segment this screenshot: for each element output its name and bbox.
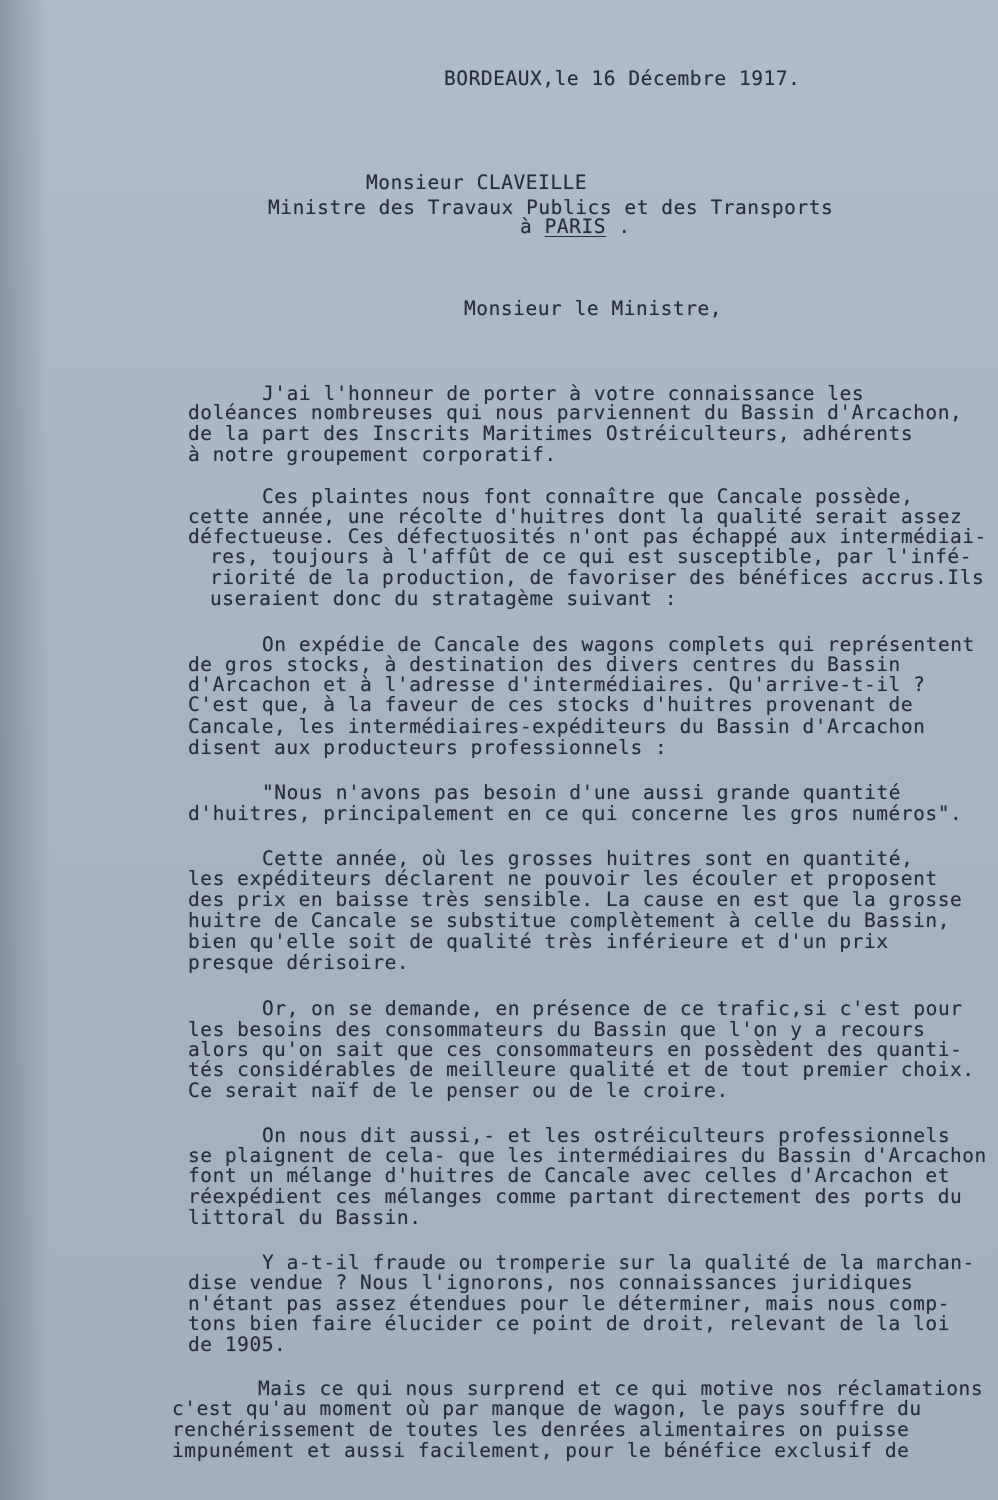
body-line: disent aux producteurs professionnels :	[188, 736, 668, 759]
body-line: des prix en baisse très sensible. La cause en est que la grosse	[188, 888, 963, 911]
body-line: les expéditeurs déclarent ne pouvoir les écouler et proposent	[188, 867, 938, 890]
body-line: tés considérables de meilleure qualité et de tout premier choix.	[188, 1058, 975, 1081]
body-line: Mais ce qui nous surprend et ce qui motive nos réclamations	[258, 1377, 984, 1400]
body-line: doléances nombreuses qui nous parviennent du Bassin d'Arcachon,	[188, 401, 963, 424]
body-line: presque dérisoire.	[188, 951, 410, 974]
body-line: dise vendue ? Nous l'ignorons, nos connaissances juridiques	[188, 1271, 914, 1294]
body-line: renchérissement de toutes les denrées alimentaires on puisse	[172, 1418, 910, 1441]
salutation: Monsieur le Ministre,	[464, 297, 723, 320]
body-line: Y a-t-il fraude ou tromperie sur la qualité de la marchan-	[262, 1251, 975, 1274]
body-line: huitre de Cancale se substitue complètement à celle du Bassin,	[188, 909, 950, 932]
body-line: n'étant pas assez étendues pour le déterminer, mais nous comp-	[188, 1292, 950, 1315]
recipient-city: PARIS	[544, 215, 607, 238]
body-line: Or, on se demande, en présence de ce trafic,si c'est pour	[262, 997, 963, 1020]
body-line: riorité de la production, de favoriser des bénéfices accrus.Ils	[210, 566, 985, 589]
recipient-title: Ministre des Travaux Publics et des Transports	[268, 196, 834, 219]
recipient-location-prefix: à	[520, 215, 545, 238]
body-line: c'est qu'au moment où par manque de wagon, le pays souffre du	[172, 1397, 922, 1420]
body-line: On nous dit aussi,- et les ostréiculteurs professionnels	[262, 1124, 951, 1147]
body-line: useraient donc du stratagème suivant :	[210, 587, 678, 610]
body-line: Ces plaintes nous font connaître que Cancale possède,	[262, 485, 914, 508]
body-line: à notre groupement corporatif.	[188, 443, 557, 466]
body-line: impunément et aussi facilement, pour le bénéfice exclusif de	[172, 1439, 910, 1462]
body-line: tons bien faire élucider ce point de droit, relevant de la loi	[188, 1312, 950, 1335]
body-line: se plaignent de cela- que les intermédiaires du Bassin d'Arcachon	[188, 1144, 987, 1167]
recipient-location	[520, 216, 631, 238]
recipient-location-suffix: .	[606, 215, 631, 238]
dateline: BORDEAUX,le 16 Décembre 1917.	[444, 67, 801, 90]
body-line: les besoins des consommateurs du Bassin que l'on y a recours	[188, 1018, 926, 1041]
body-line: alors qu'on sait que ces consommateurs en possèdent des quanti-	[188, 1038, 963, 1061]
body-line: défectueuse. Ces défectuosités n'ont pas échappé aux intermédiai-	[188, 525, 987, 548]
body-line: C'est que, à la faveur de ces stocks d'huitres provenant de	[188, 693, 914, 716]
body-line: Ce serait naïf de le penser ou de le croire.	[188, 1079, 729, 1102]
body-line: de la part des Inscrits Maritimes Ostréiculteurs, adhérents	[188, 422, 914, 445]
body-line: Cancale, les intermédiaires-expéditeurs du Bassin d'Arcachon	[188, 715, 926, 738]
body-line: font un mélange d'huitres de Cancale avec celles d'Arcachon et	[188, 1164, 950, 1187]
body-line: de gros stocks, à destination des divers centres du Bassin	[188, 653, 901, 676]
body-line: res, toujours à l'affût de ce qui est susceptible, par l'infé-	[210, 545, 972, 568]
body-line: d'huitres, principalement en ce qui concerne les gros numéros".	[188, 802, 963, 825]
body-line: réexpédient ces mélanges comme partant directement des ports du	[188, 1185, 963, 1208]
body-line: d'Arcachon et à l'adresse d'intermédiaires. Qu'arrive-t-il ?	[188, 673, 926, 696]
body-line: On expédie de Cancale des wagons complets qui représentent	[262, 633, 975, 656]
body-line: bien qu'elle soit de qualité très inférieure et d'un prix	[188, 930, 889, 953]
body-line: J'ai l'honneur de porter à votre connaissance les	[262, 382, 865, 405]
body-line: Cette année, où les grosses huitres sont en quantité,	[262, 847, 914, 870]
body-line: "Nous n'avons pas besoin d'une aussi grande quantité	[262, 781, 902, 804]
recipient-name: Monsieur CLAVEILLE	[366, 171, 588, 194]
body-line: de 1905.	[188, 1333, 287, 1356]
body-line: cette année, une récolte d'huitres dont la qualité serait assez	[188, 505, 963, 528]
body-line: littoral du Bassin.	[188, 1206, 422, 1229]
